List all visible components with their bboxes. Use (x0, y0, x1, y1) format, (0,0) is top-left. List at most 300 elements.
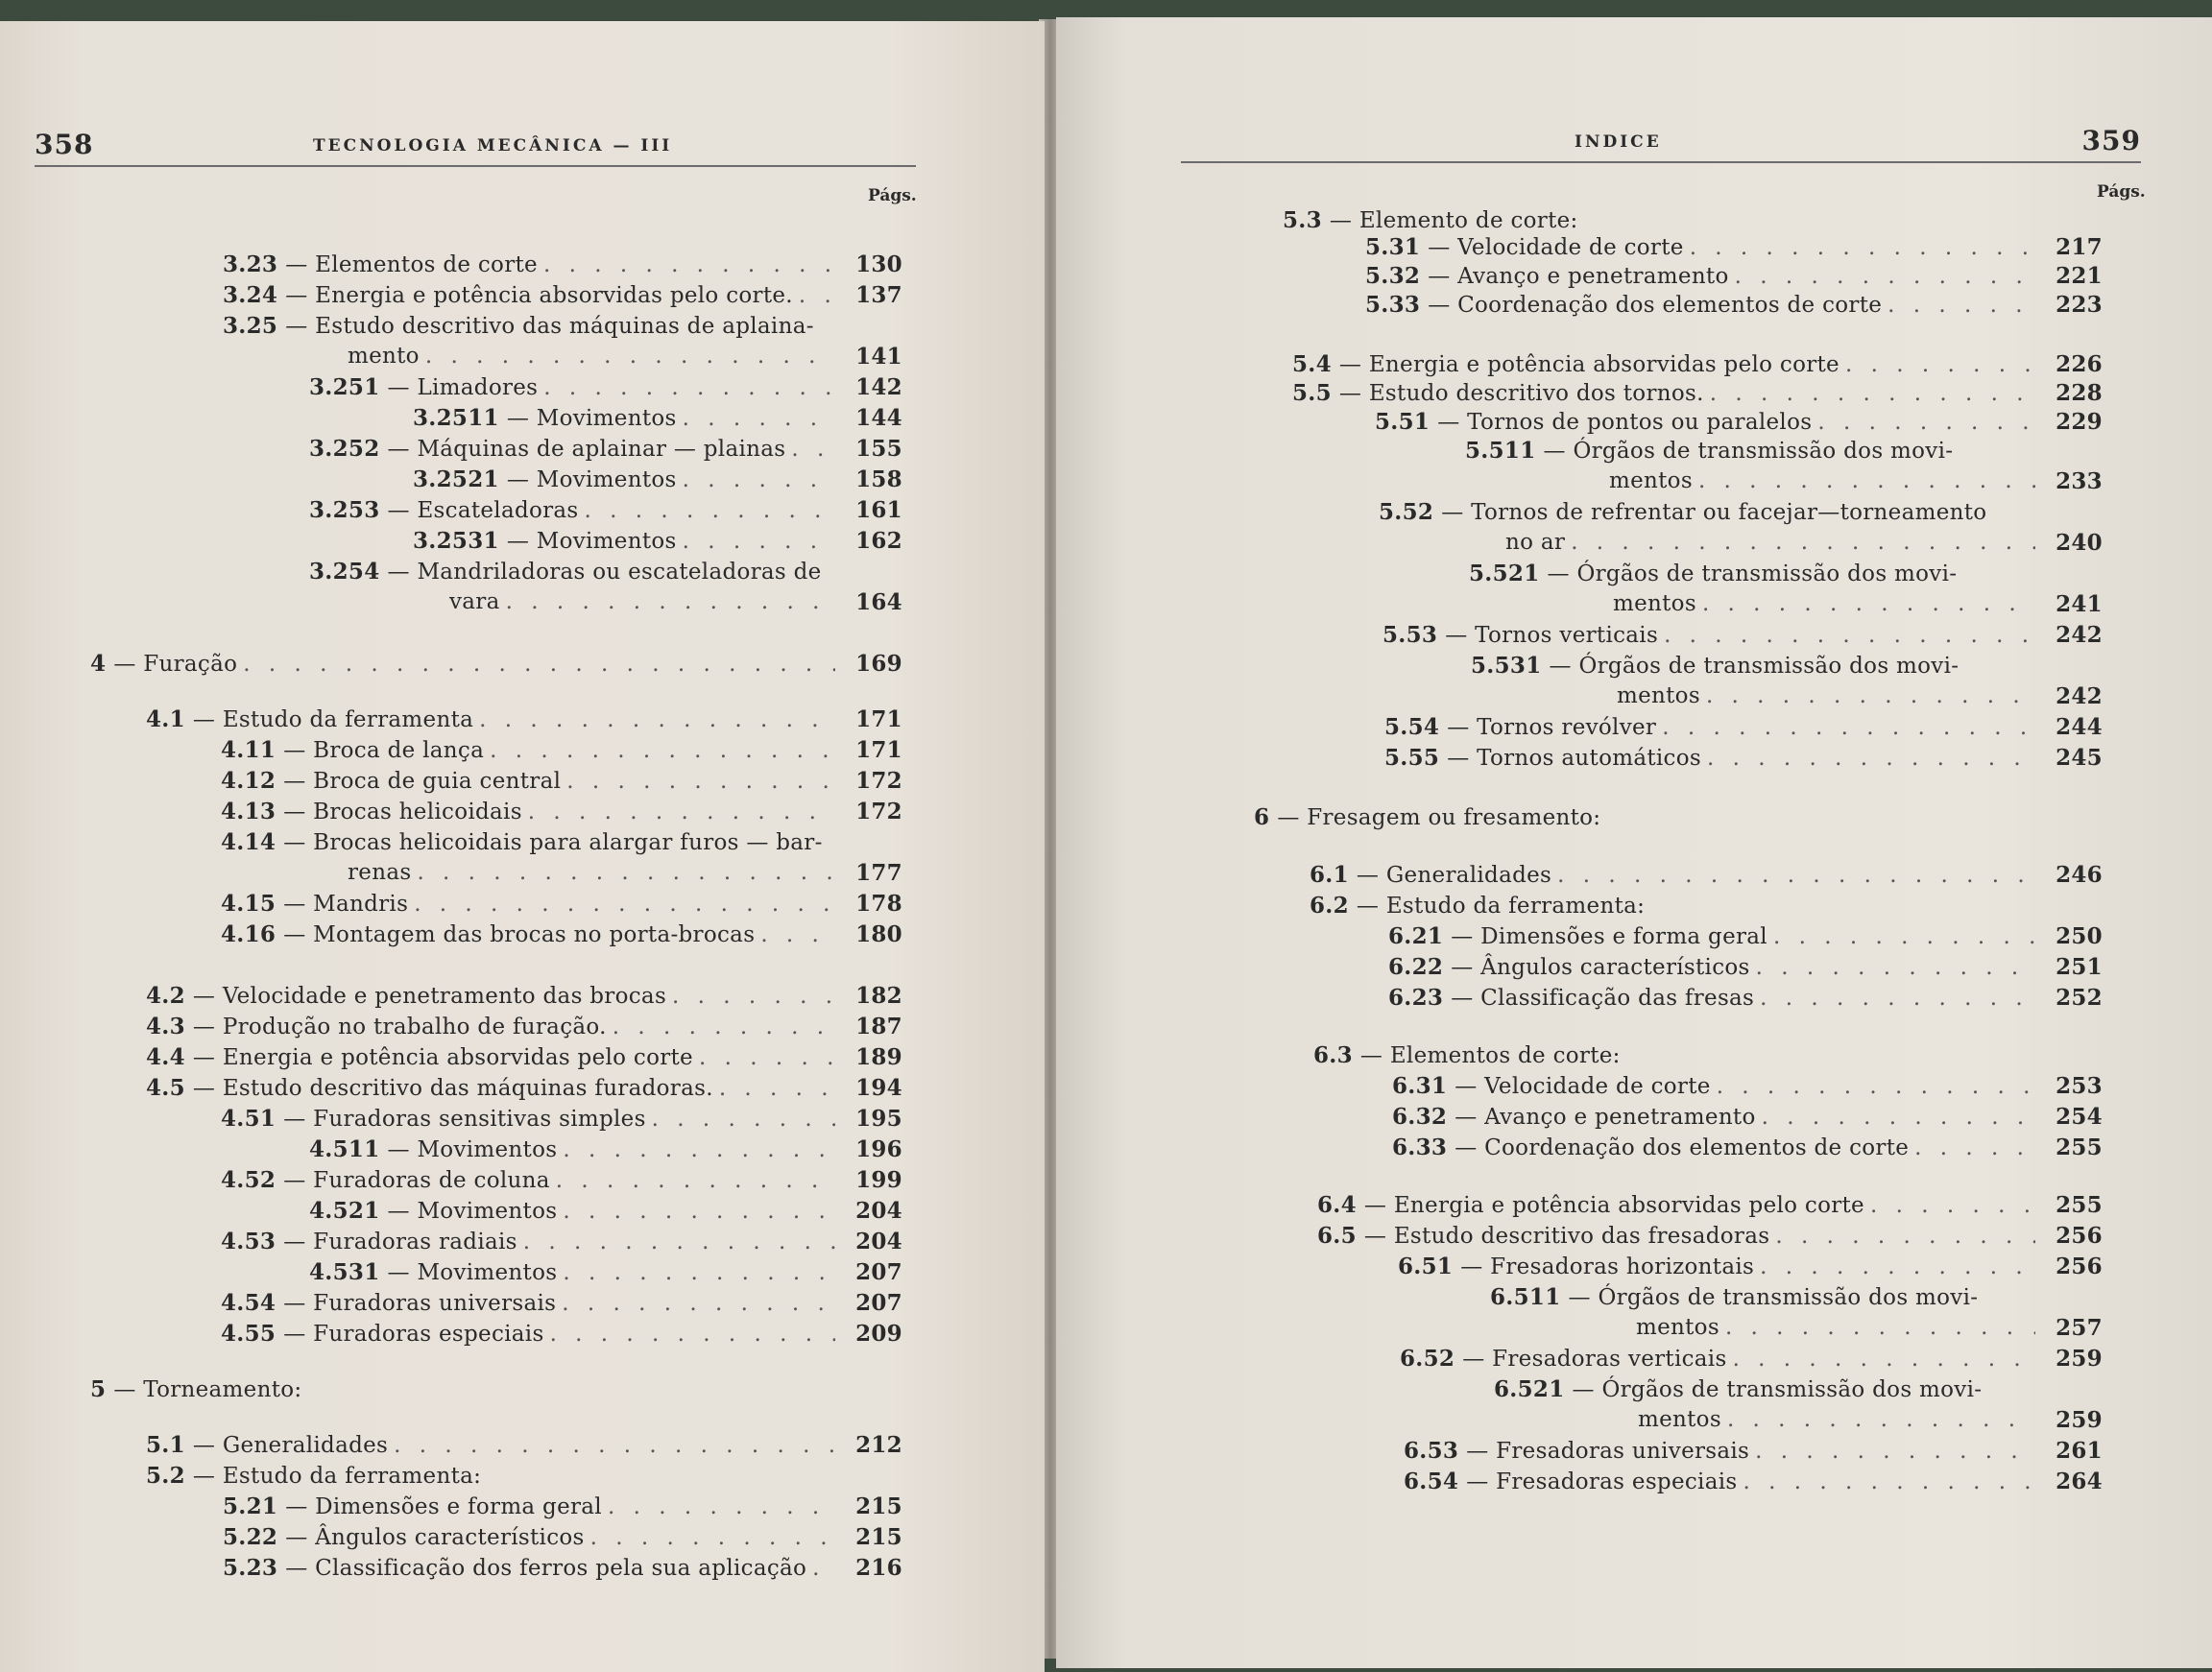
toc-entry-page: 137 (855, 282, 902, 308)
left-toc-entry (221, 768, 902, 794)
leader-dots (1887, 293, 2035, 318)
toc-entry-page: 161 (855, 497, 902, 523)
leader-dots (550, 1322, 835, 1347)
left-toc-entry (146, 1044, 902, 1070)
toc-entry-title: — Classificação das fresas (1451, 986, 1755, 1011)
toc-entry-title: mentos (1617, 683, 1700, 708)
toc-entry-page: 251 (2056, 954, 2103, 980)
toc-entry-page: 217 (2056, 234, 2103, 260)
toc-entry-title: — Máquinas de aplainar — plainas (387, 437, 786, 462)
toc-entry-number: 4.51 (221, 1106, 276, 1132)
toc-entry-page: 169 (855, 651, 902, 677)
left-toc-entry (221, 1290, 902, 1316)
toc-entry-title: mentos (1638, 1407, 1721, 1432)
toc-entry-title: — Movimentos (506, 529, 677, 554)
toc-entry-page: 209 (855, 1321, 902, 1347)
leader-dots (528, 800, 835, 824)
toc-entry-title: — Órgãos de transmissão dos movi- (1543, 439, 1954, 464)
toc-entry-title: — Estudo descritivo das máquinas furadoras. (192, 1076, 713, 1101)
toc-entry-title: — Coordenação dos elementos de corte (1428, 293, 1883, 318)
right-page (1056, 17, 2212, 1668)
leader-dots (543, 252, 835, 277)
toc-entry-title: — Tornos automáticos (1447, 746, 1701, 771)
toc-entry-title: — Tornos revólver (1447, 715, 1657, 740)
toc-entry-title: — Estudo da ferramenta (192, 707, 474, 732)
toc-entry-number: 6.53 (1404, 1438, 1459, 1464)
toc-entry-title: — Energia e potência absorvidas pelo corte. (285, 283, 793, 308)
toc-entry-number: 5.511 (1465, 438, 1536, 464)
leader-dots (1760, 1254, 2035, 1279)
toc-entry-title: — Ângulos característicos (285, 1525, 585, 1550)
leader-dots (566, 769, 835, 794)
toc-entry-title: — Estudo descritivo das fresadoras (1363, 1224, 1770, 1249)
toc-entry-title: — Fresagem ou fresamento: (1277, 805, 1601, 830)
left-toc-entry (221, 829, 902, 855)
toc-entry-number: 4.16 (221, 921, 276, 947)
toc-entry-page: 212 (855, 1432, 902, 1458)
toc-entry-page: 130 (855, 251, 902, 277)
right-toc-entry (1317, 1192, 2103, 1218)
toc-entry-page: 257 (2056, 1315, 2103, 1341)
right-toc-entry (1379, 499, 2103, 525)
right-running-title: INDICE (1575, 132, 1662, 152)
toc-entry-number: 6.4 (1317, 1192, 1357, 1218)
leader-dots (563, 1260, 835, 1285)
toc-entry-number: 5.1 (146, 1432, 185, 1458)
toc-entry-title: — Furadoras universais (283, 1291, 557, 1316)
leader-dots (1710, 381, 2035, 406)
left-toc-entry (221, 921, 902, 947)
right-toc-entry (1388, 954, 2103, 980)
toc-entry-number: 3.254 (309, 559, 380, 585)
leader-dots (1870, 1193, 2035, 1218)
toc-entry-page: 172 (855, 768, 902, 794)
right-toc-entry (1313, 1042, 2103, 1068)
leader-dots (1743, 1469, 2035, 1494)
toc-entry-number: 3.2531 (413, 528, 499, 554)
toc-entry-title: — Estudo descritivo das máquinas de aplaina- (285, 314, 814, 339)
toc-entry-number: 6.521 (1494, 1376, 1565, 1402)
leader-dots (1725, 1315, 2035, 1340)
left-toc-entry (146, 983, 902, 1009)
toc-entry-page: 187 (855, 1014, 902, 1039)
leader-dots (1690, 235, 2035, 260)
toc-entry-title: mentos (1636, 1315, 1719, 1340)
left-toc-entry (413, 528, 902, 554)
toc-entry-title: — Velocidade e penetramento das brocas (192, 984, 667, 1009)
toc-entry-title: — Brocas helicoidais (283, 800, 522, 824)
toc-entry-number: 5.52 (1379, 499, 1434, 525)
toc-entry-page: 199 (855, 1167, 902, 1193)
toc-entry-page: 226 (2056, 351, 2103, 377)
right-toc-entry (1365, 292, 2103, 318)
toc-entry-page: 229 (2056, 409, 2103, 435)
toc-entry-page: 255 (2056, 1135, 2103, 1160)
toc-entry-page: 155 (855, 436, 902, 462)
leader-dots (243, 652, 835, 677)
toc-entry-number: 3.2521 (413, 466, 499, 492)
left-toc-entry (90, 651, 902, 677)
leader-dots (394, 1433, 835, 1458)
toc-entry-title: — Coordenação dos elementos de corte (1455, 1135, 1910, 1160)
toc-entry-page: 254 (2056, 1104, 2103, 1130)
toc-entry-page: 245 (2056, 745, 2103, 771)
right-toc-entry (1388, 985, 2103, 1011)
right-toc-entry (1465, 438, 2103, 464)
toc-entry-page: 246 (2056, 862, 2103, 888)
toc-entry-number: 4.55 (221, 1321, 276, 1347)
toc-entry-title: vara (449, 589, 500, 614)
toc-entry-number: 6.5 (1317, 1223, 1357, 1249)
left-toc-entry (221, 737, 902, 763)
leader-dots (1755, 1439, 2035, 1464)
left-toc-entry (223, 282, 902, 308)
toc-entry-number: 6.22 (1388, 954, 1444, 980)
toc-entry-page: 240 (2056, 530, 2103, 556)
toc-entry-title: — Dimensões e forma geral (1451, 924, 1767, 949)
toc-entry-page: 228 (2056, 380, 2103, 406)
toc-entry-title: — Mandriladoras ou escateladoras de (387, 560, 822, 585)
left-toc-entry (413, 405, 902, 431)
toc-entry-number: 5.55 (1384, 745, 1440, 771)
toc-entry-page: 242 (2056, 683, 2103, 709)
left-toc-entry (223, 313, 902, 339)
toc-entry-title: — Broca de guia central (283, 769, 562, 794)
toc-entry-number: 4.2 (146, 983, 185, 1009)
left-toc-entry (221, 891, 902, 917)
leader-dots (1817, 410, 2035, 435)
toc-entry-title: — Energia e potência absorvidas pelo corte (192, 1045, 693, 1070)
right-toc-entry (1613, 591, 2103, 616)
right-toc-entry (1392, 1135, 2103, 1160)
toc-entry-number: 6.32 (1392, 1104, 1448, 1130)
left-toc-entry (146, 1432, 902, 1458)
toc-entry-number: 5.521 (1469, 561, 1540, 586)
toc-entry-number: 4.12 (221, 768, 276, 794)
leader-dots (562, 1291, 835, 1316)
right-toc-entry (1398, 1254, 2103, 1279)
toc-entry-page: 171 (855, 706, 902, 732)
leader-dots (652, 1107, 835, 1132)
toc-entry-page: 162 (855, 528, 902, 554)
right-toc-entry (1382, 622, 2103, 648)
toc-entry-title: — Furação (113, 652, 238, 677)
right-toc-entry (1609, 468, 2103, 493)
toc-entry-title: — Limadores (387, 375, 539, 400)
toc-entry-number: 6.511 (1490, 1284, 1561, 1310)
toc-entry-number: 3.25 (223, 313, 278, 339)
toc-entry-page: 215 (855, 1524, 902, 1550)
right-toc-entry (1490, 1284, 2103, 1310)
toc-entry-page: 259 (2056, 1346, 2103, 1372)
leader-dots (523, 1230, 835, 1254)
toc-entry-page: 233 (2056, 468, 2103, 494)
left-toc-entry (309, 559, 902, 585)
leader-dots (1760, 986, 2035, 1011)
toc-entry-title: — Fresadoras verticais (1462, 1347, 1727, 1372)
toc-entry-number: 5.51 (1375, 409, 1431, 435)
toc-entry-number: 6.52 (1400, 1346, 1455, 1372)
left-toc-entry (309, 1136, 902, 1162)
leader-dots (1756, 955, 2035, 980)
toc-entry-number: 5 (90, 1376, 107, 1402)
toc-entry-title: — Furadoras sensitivas simples (283, 1107, 646, 1132)
left-toc-entry (348, 344, 902, 369)
toc-entry-page: 180 (855, 921, 902, 947)
toc-entry-page: 195 (855, 1106, 902, 1132)
toc-entry-page: 215 (855, 1493, 902, 1519)
toc-entry-number: 6.54 (1404, 1469, 1459, 1494)
toc-entry-title: — Elemento de corte: (1329, 208, 1578, 233)
left-toc-entry (221, 1229, 902, 1254)
toc-entry-title: — Órgãos de transmissão dos movi- (1568, 1285, 1979, 1310)
leader-dots (590, 1525, 835, 1550)
toc-entry-page: 189 (855, 1044, 902, 1070)
toc-entry-title: — Montagem das brocas no porta-brocas (283, 922, 756, 947)
toc-entry-page: 207 (855, 1290, 902, 1316)
leader-dots (699, 1045, 835, 1070)
toc-entry-page: 264 (2056, 1469, 2103, 1494)
left-toc-entry (146, 1075, 902, 1101)
leader-dots (1571, 530, 2035, 555)
toc-entry-title: — Classificação dos ferros pela sua aplicação (285, 1556, 807, 1581)
left-toc-entry (221, 799, 902, 824)
toc-entry-number: 5.4 (1292, 351, 1332, 377)
toc-entry-title: — Movimentos (506, 406, 677, 431)
leader-dots (683, 467, 835, 492)
toc-entry-number: 3.251 (309, 374, 380, 400)
toc-entry-number: 5.23 (223, 1555, 278, 1581)
right-toc-entry (1384, 714, 2103, 740)
toc-entry-number: 5.53 (1382, 622, 1438, 648)
toc-entry-page: 261 (2056, 1438, 2103, 1464)
toc-entry-number: 4.54 (221, 1290, 276, 1316)
toc-entry-page: 164 (855, 589, 902, 615)
toc-entry-title: — Dimensões e forma geral (285, 1494, 602, 1519)
toc-entry-title: mentos (1609, 468, 1693, 493)
right-toc-entry (1365, 234, 2103, 260)
right-toc-entry (1310, 862, 2103, 888)
left-toc-entry (223, 251, 902, 277)
toc-entry-title: — Tornos verticais (1445, 623, 1659, 648)
toc-entry-number: 4.14 (221, 829, 276, 855)
left-toc-entry (309, 497, 902, 523)
toc-entry-title: renas (348, 860, 412, 885)
leader-dots (556, 1168, 835, 1193)
toc-entry-number: 4.13 (221, 799, 276, 824)
toc-entry-number: 3.2511 (413, 405, 499, 431)
leader-dots (1773, 924, 2035, 949)
toc-entry-title: — Mandris (283, 892, 409, 917)
toc-entry-number: 4.53 (221, 1229, 276, 1254)
toc-entry-title: — Avanço e penetramento (1428, 264, 1729, 289)
toc-entry-number: 6.33 (1392, 1135, 1448, 1160)
leader-dots (1727, 1407, 2035, 1432)
toc-entry-title: — Elementos de corte (285, 252, 538, 277)
toc-entry-title: — Avanço e penetramento (1455, 1105, 1756, 1130)
leader-dots (425, 344, 835, 369)
toc-entry-number: 5.2 (146, 1463, 185, 1489)
toc-entry-page: 223 (2056, 292, 2103, 318)
toc-entry-title: — Movimentos (387, 1260, 558, 1285)
right-toc-entry (1388, 923, 2103, 949)
leader-dots (414, 892, 835, 917)
leader-dots (543, 375, 835, 400)
right-toc-entry (1384, 745, 2103, 771)
toc-entry-number: 4.3 (146, 1014, 185, 1039)
toc-entry-number: 5.21 (223, 1493, 278, 1519)
toc-entry-number: 4 (90, 651, 107, 677)
right-toc-entry (1292, 351, 2103, 377)
left-toc-entry (413, 466, 902, 492)
toc-entry-title: — Brocas helicoidais para alargar furos — bar- (283, 830, 823, 855)
toc-entry-page: 221 (2056, 263, 2103, 289)
toc-entry-number: 5.3 (1283, 207, 1322, 233)
left-toc-entry (146, 1463, 902, 1489)
leader-dots (506, 589, 835, 614)
left-running-title: TECNOLOGIA MECÂNICA — III (313, 136, 673, 155)
toc-entry-number: 3.253 (309, 497, 380, 523)
toc-entry-title: — Tornos de refrentar ou facejar—torneamento (1441, 500, 1987, 525)
toc-entry-number: 6.3 (1313, 1042, 1353, 1068)
toc-entry-title: — Generalidades (1356, 863, 1552, 888)
right-running-head (1181, 123, 2141, 163)
toc-entry-page: 177 (855, 860, 902, 886)
leader-dots (799, 283, 835, 308)
right-toc-entry (1636, 1315, 2103, 1340)
toc-entry-title: — Velocidade de corte (1455, 1074, 1711, 1099)
toc-entry-title: — Energia e potência absorvidas pelo corte (1363, 1193, 1864, 1218)
toc-entry-page: 141 (855, 344, 902, 370)
toc-entry-title: — Torneamento: (113, 1377, 302, 1402)
toc-entry-number: 6.21 (1388, 923, 1444, 949)
toc-entry-title: — Escateladoras (387, 498, 579, 523)
toc-entry-page: 255 (2056, 1192, 2103, 1218)
left-page (0, 21, 1045, 1672)
right-toc-entry (1254, 804, 2103, 830)
toc-entry-number: 3.24 (223, 282, 278, 308)
leader-dots (1775, 1224, 2035, 1249)
toc-entry-page: 178 (855, 891, 902, 917)
leader-dots (1762, 1105, 2035, 1130)
left-toc-entry (348, 860, 902, 885)
toc-entry-page: 244 (2056, 714, 2103, 740)
right-toc-entry (1638, 1407, 2103, 1432)
right-toc-entry (1471, 653, 2103, 679)
toc-entry-title: — Broca de lança (283, 738, 485, 763)
toc-entry-title: — Tornos de pontos ou paralelos (1437, 410, 1813, 435)
leader-dots (1698, 468, 2035, 493)
left-toc-entry (221, 1167, 902, 1193)
toc-entry-title: — Órgãos de transmissão dos movi- (1549, 654, 1960, 679)
toc-entry-number: 5.54 (1384, 714, 1440, 740)
left-toc-entry (309, 1259, 902, 1285)
left-toc-entry (221, 1321, 902, 1347)
leader-dots (1914, 1135, 2035, 1160)
toc-entry-title: — Furadoras radiais (283, 1230, 517, 1254)
toc-entry-title: — Generalidades (192, 1433, 389, 1458)
toc-entry-number: 6.31 (1392, 1073, 1448, 1099)
left-toc-entry (221, 1106, 902, 1132)
right-toc-entry (1505, 530, 2103, 555)
toc-entry-title: — Furadoras especiais (283, 1322, 544, 1347)
toc-entry-number: 5.32 (1365, 263, 1421, 289)
right-toc-entry (1404, 1438, 2103, 1464)
leader-dots (672, 984, 835, 1009)
toc-entry-page: 250 (2056, 923, 2103, 949)
leader-dots (1662, 715, 2035, 740)
toc-entry-page: 242 (2056, 622, 2103, 648)
leader-dots (479, 707, 835, 732)
right-toc-entry (1392, 1073, 2103, 1099)
toc-entry-title: — Furadoras de coluna (283, 1168, 550, 1193)
toc-entry-number: 5.22 (223, 1524, 278, 1550)
leader-dots (585, 498, 835, 523)
toc-entry-number: 3.252 (309, 436, 380, 462)
right-page-number: 359 (2081, 125, 2141, 156)
toc-entry-page: 253 (2056, 1073, 2103, 1099)
toc-entry-page: 182 (855, 983, 902, 1009)
toc-entry-page: 194 (855, 1075, 902, 1101)
toc-entry-number: 4.531 (309, 1259, 380, 1285)
toc-entry-title: — Movimentos (387, 1199, 558, 1224)
left-toc-entry (223, 1555, 902, 1581)
left-toc-entry (146, 1014, 902, 1039)
leader-dots (1557, 863, 2035, 888)
toc-entry-title: — Órgãos de transmissão dos movi- (1547, 561, 1958, 586)
toc-entry-number: 4.11 (221, 737, 276, 763)
toc-entry-number: 4.52 (221, 1167, 276, 1193)
toc-entry-page: 144 (855, 405, 902, 431)
right-toc-entry (1404, 1469, 2103, 1494)
leader-dots (719, 1076, 835, 1101)
right-toc-entry (1392, 1104, 2103, 1130)
toc-entry-title: — Fresadoras horizontais (1460, 1254, 1755, 1279)
toc-entry-title: — Estudo da ferramenta: (1356, 894, 1646, 919)
left-toc-entry (90, 1376, 902, 1402)
toc-entry-title: — Energia e potência absorvidas pelo corte (1338, 352, 1839, 377)
toc-entry-number: 4.15 (221, 891, 276, 917)
toc-entry-number: 3.23 (223, 251, 278, 277)
leader-dots (613, 1015, 835, 1039)
toc-entry-page: 172 (855, 799, 902, 824)
left-running-head (35, 127, 916, 167)
right-toc-entry (1317, 1223, 2103, 1249)
leader-dots (760, 922, 835, 947)
left-toc-entry (223, 1524, 902, 1550)
toc-entry-title: — Órgãos de transmissão dos movi- (1572, 1377, 1983, 1402)
left-toc-entry (223, 1493, 902, 1519)
toc-entry-page: 216 (855, 1555, 902, 1581)
toc-entry-page: 158 (855, 466, 902, 492)
leader-dots (608, 1494, 835, 1519)
left-toc-entry (309, 436, 902, 462)
leader-dots (490, 738, 835, 763)
leader-dots (791, 437, 835, 462)
right-toc-entry (1283, 207, 2103, 233)
leader-dots (1733, 1347, 2035, 1372)
toc-entry-title: — Elementos de corte: (1359, 1043, 1621, 1068)
leader-dots (1707, 746, 2035, 771)
toc-entry-title: mentos (1613, 591, 1696, 616)
left-page-number: 358 (35, 129, 94, 160)
right-toc-entry (1375, 409, 2103, 435)
toc-entry-number: 6.1 (1310, 862, 1349, 888)
toc-entry-title: mento (348, 344, 420, 369)
leader-dots (563, 1199, 835, 1224)
toc-entry-page: 256 (2056, 1223, 2103, 1249)
toc-entry-page: 196 (855, 1136, 902, 1162)
